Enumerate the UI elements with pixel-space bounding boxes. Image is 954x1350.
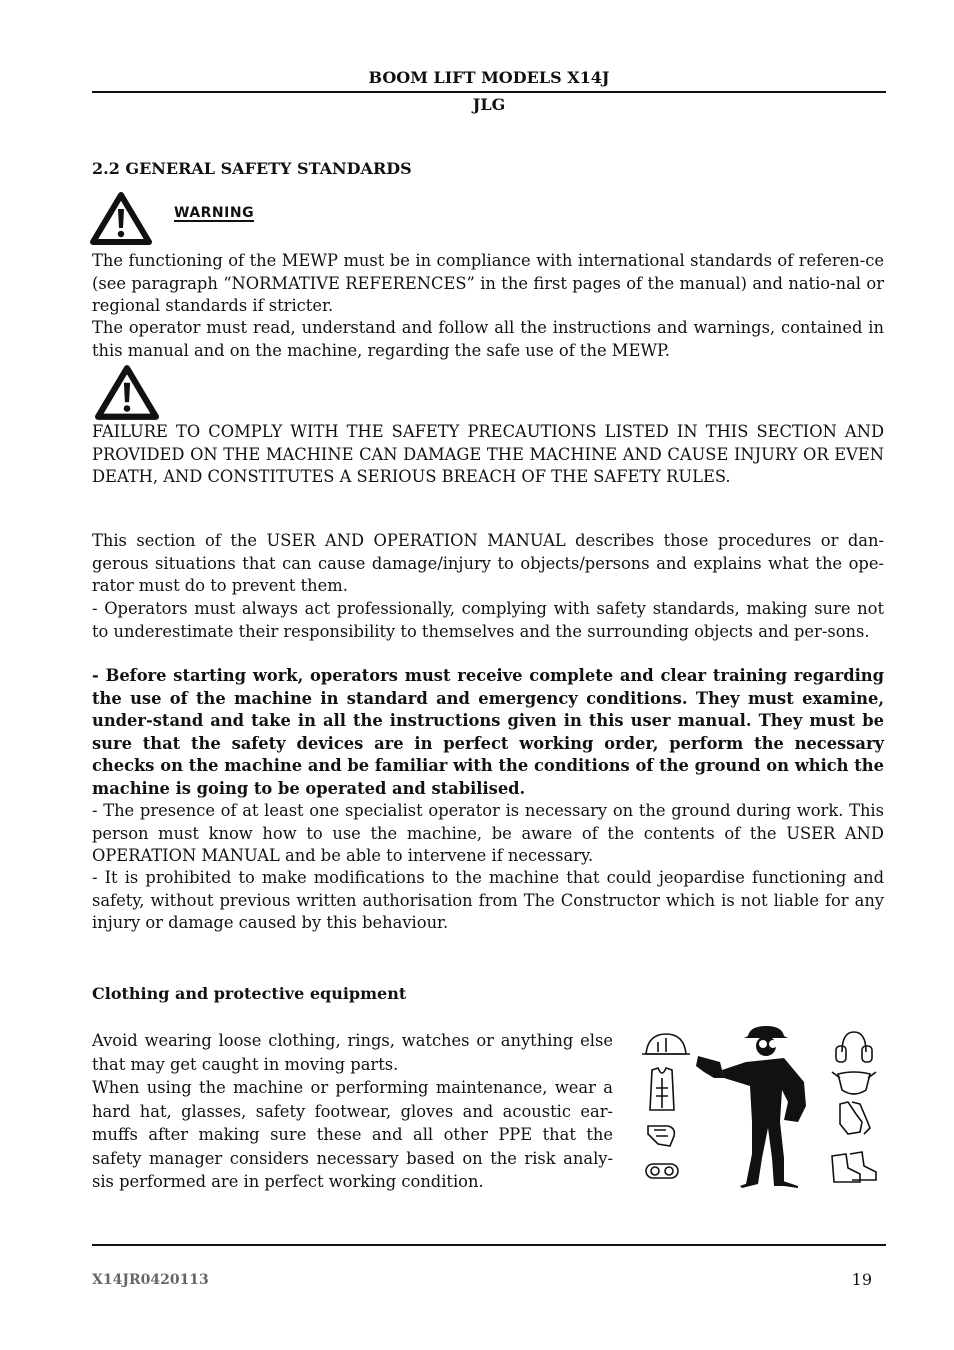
- clothing-paragraph-1: Avoid wearing loose clothing, rings, watches or anything else that may get caught in moving parts.: [92, 1031, 613, 1074]
- ppe-worker-illustration: [634, 1022, 884, 1194]
- worker-silhouette: [696, 1026, 806, 1188]
- rule-modifications: - It is prohibited to make modifications to the machine that could jeopardise functioning and safety, without previous written authorisation from The Constructor which is not liable for any injury or damage caused by this behaviour.: [92, 868, 884, 932]
- rule-specialist-operator: - The presence of at least one specialist operator is necessary on the ground during work. This person must know how to use the machine, be aware of the contents of the USER AND OPERATION MANUAL and be able to intervene if necessary.: [92, 801, 884, 865]
- clothing-paragraph-2: When using the machine or performing maintenance, wear a hard hat, glasses, safety footwear, gloves and acoustic ear-muffs after making sure these and all other PPE that the safety manager considers necessary based on the risk analy-sis performed are in perfect working condition.: [92, 1078, 613, 1191]
- header-title: BOOM LIFT MODELS X14J: [368, 68, 610, 87]
- ear-plugs-icon: [648, 1126, 674, 1146]
- warning-label: WARNING: [174, 205, 255, 221]
- header-divider: [92, 91, 886, 93]
- safety-boots-icon: [832, 1152, 876, 1182]
- danger-triangle-icon: [95, 365, 159, 420]
- safety-goggles-icon: [646, 1164, 678, 1178]
- face-mask-icon: [832, 1072, 876, 1094]
- document-code: X14JR0420113: [92, 1272, 209, 1288]
- hard-hat-icon: [642, 1034, 690, 1054]
- page-number: 19: [851, 1270, 872, 1289]
- paragraph-operator-read: The operator must read, understand and follow all the instructions and warnings, contained in this manual and on the machine, regarding the safe use of the MEWP.: [92, 318, 884, 360]
- danger-paragraph: FAILURE TO COMPLY WITH THE SAFETY PRECAUTIONS LISTED IN THIS SECTION AND PROVIDED ON THE MACHINE CAN DAMAGE THE MACHINE AND CAUSE INJURY OR EVEN DEATH, AND CONSTITUTES A SERIOUS BREACH OF THE SAFETY RULES.: [92, 422, 884, 486]
- ear-muffs-icon: [836, 1032, 872, 1062]
- header-brand: JLG: [472, 95, 506, 114]
- footer-divider: [92, 1244, 886, 1246]
- rule-training: - Before starting work, operators must receive complete and clear training regarding the use of the machine in standard and emergency conditions. They must examine, under-stand and take in all the instructions given in this user manual. They must be sure that the safety devices are in perfect working order, perform the necessary checks on the machine and be familiar with the conditions of the ground on which the machine is going to be operated and stabilised.: [92, 666, 884, 798]
- warning-triangle-icon: [90, 192, 152, 245]
- safety-vest-icon: [650, 1068, 674, 1110]
- paragraph-compliance: The functioning of the MEWP must be in compliance with international standards of referen-ce (see paragraph “NORMATIVE REFERENCES” in the first pages of the manual) and natio-nal or regional standards if stricter.: [92, 251, 884, 315]
- clothing-title: Clothing and protective equipment: [92, 984, 407, 1003]
- gloves-icon: [840, 1102, 870, 1134]
- rule-professional: - Operators must always act professionally, complying with safety standards, making sure not to underestimate their responsibility to themselves and the surrounding objects and per-sons.: [92, 599, 884, 641]
- section-title: 2.2 GENERAL SAFETY STANDARDS: [92, 159, 412, 178]
- intro-paragraph: This section of the USER AND OPERATION MANUAL describes those procedures or dan-gerous situations that can cause damage/injury to objects/persons and explains what the ope-rator must do to prevent them.: [92, 531, 884, 595]
